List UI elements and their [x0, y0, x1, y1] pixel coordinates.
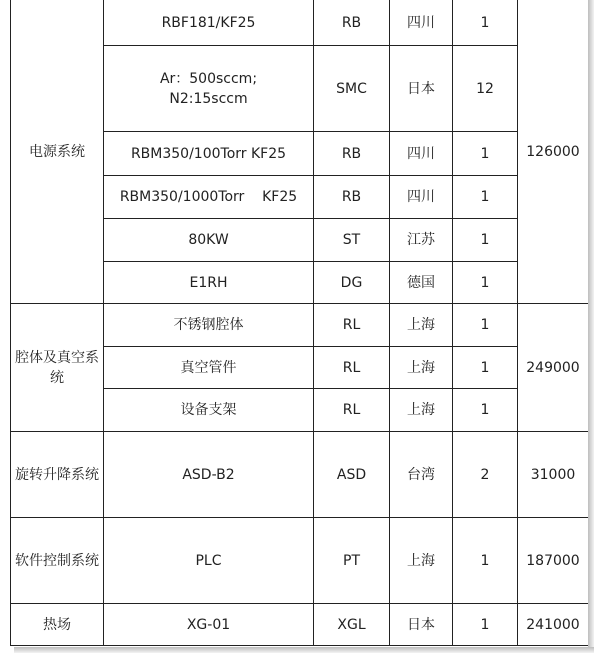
model-cell: 真空管件: [104, 347, 314, 389]
qty-cell: 2: [453, 432, 518, 518]
brand-cell: RB: [314, 0, 390, 46]
model-cell: XG-01: [104, 604, 314, 646]
table-row: [11, 0, 589, 46]
origin-cell: 日本: [390, 46, 453, 132]
model-cell: E1RH: [104, 262, 314, 304]
qty-cell: 1: [453, 304, 518, 347]
origin-cell: 上海: [390, 518, 453, 604]
origin-cell: 德国: [390, 262, 453, 304]
qty-cell: 12: [453, 46, 518, 132]
qty-cell: 1: [453, 389, 518, 432]
model-cell: 80KW: [104, 219, 314, 262]
model-line: Ar：500sccm;: [159, 70, 258, 87]
qty-cell: 1: [453, 132, 518, 176]
model-cell: 不锈钢腔体: [104, 304, 314, 347]
model-line: N2:15sccm: [169, 90, 248, 107]
brand-cell: RL: [314, 304, 390, 347]
model-cell: [104, 46, 314, 132]
brand-cell: RB: [314, 132, 390, 176]
table-row: [11, 304, 589, 347]
equipment-table: [10, 0, 589, 646]
price-cell: 249000: [518, 304, 589, 432]
model-cell: PLC: [104, 518, 314, 604]
qty-cell: 1: [453, 176, 518, 219]
model-cell: RBM350/100Torr KF25: [104, 132, 314, 176]
origin-cell: 四川: [390, 176, 453, 219]
qty-cell: 1: [453, 0, 518, 46]
price-cell: 241000: [518, 604, 589, 646]
model-cell: RBM350/1000Torr KF25: [104, 176, 314, 219]
category-cell: 电源系统: [11, 0, 104, 304]
price-cell: 126000: [518, 0, 589, 304]
brand-cell: RL: [314, 389, 390, 432]
qty-cell: 1: [453, 347, 518, 389]
category-cell: 软件控制系统: [11, 518, 104, 604]
page-shadow-right: [588, 0, 594, 648]
brand-cell: PT: [314, 518, 390, 604]
origin-cell: 江苏: [390, 219, 453, 262]
table-row: [11, 604, 589, 646]
model-cell: RBF181/KF25: [104, 0, 314, 46]
origin-cell: 上海: [390, 304, 453, 347]
qty-cell: 1: [453, 219, 518, 262]
origin-cell: 四川: [390, 0, 453, 46]
origin-cell: 上海: [390, 389, 453, 432]
price-cell: 187000: [518, 518, 589, 604]
category-cell: 热场: [11, 604, 104, 646]
origin-cell: 日本: [390, 604, 453, 646]
brand-cell: ASD: [314, 432, 390, 518]
brand-cell: RB: [314, 176, 390, 219]
category-cell: 腔体及真空系统: [11, 304, 104, 432]
origin-cell: 台湾: [390, 432, 453, 518]
model-cell: ASD-B2: [104, 432, 314, 518]
qty-cell: 1: [453, 518, 518, 604]
table-row: [11, 518, 589, 604]
brand-cell: XGL: [314, 604, 390, 646]
table-row: [11, 432, 589, 518]
qty-cell: 1: [453, 604, 518, 646]
brand-cell: SMC: [314, 46, 390, 132]
page-shadow-bottom: [14, 647, 594, 653]
category-cell: 旋转升降系统: [11, 432, 104, 518]
price-cell: 31000: [518, 432, 589, 518]
model-cell: 设备支架: [104, 389, 314, 432]
origin-cell: 四川: [390, 132, 453, 176]
origin-cell: 上海: [390, 347, 453, 389]
brand-cell: ST: [314, 219, 390, 262]
qty-cell: 1: [453, 262, 518, 304]
brand-cell: DG: [314, 262, 390, 304]
brand-cell: RL: [314, 347, 390, 389]
